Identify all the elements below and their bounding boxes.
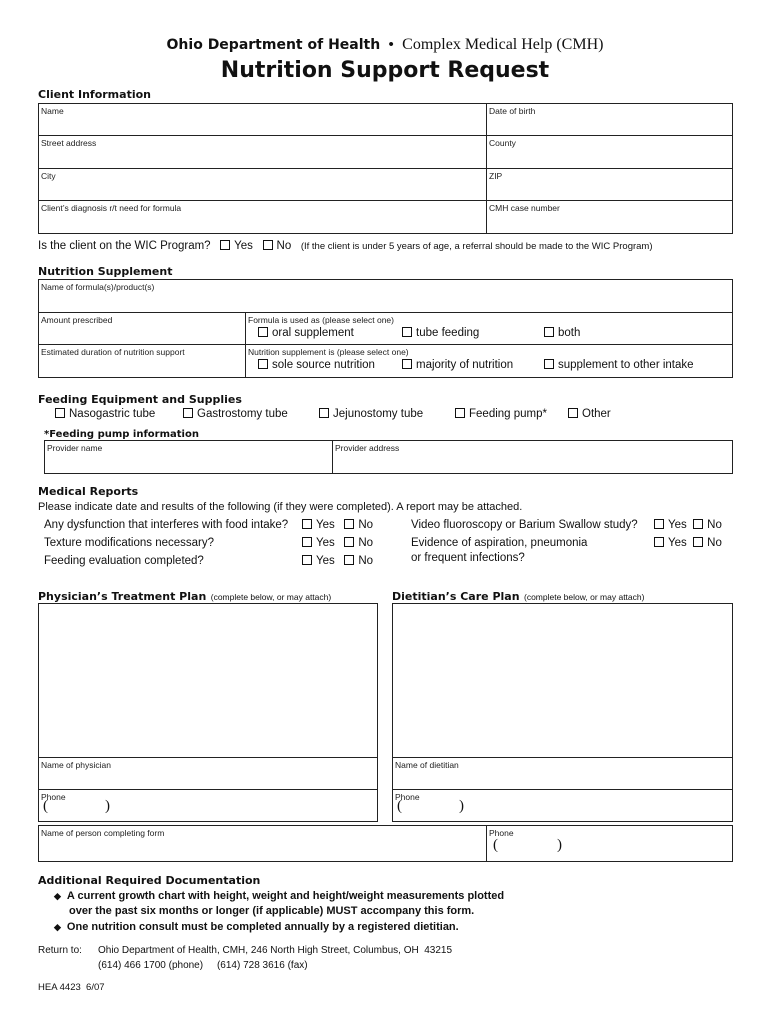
cmh-case-number-field[interactable] [486, 200, 733, 234]
q5-yes-label: Yes [668, 537, 687, 549]
q-dysfunction-answers [302, 519, 373, 531]
dietitian-plan-title: Dietitian’s Care Plan [392, 590, 520, 603]
section-client-information: Client Information [38, 88, 151, 101]
wic-no-label: No [276, 240, 292, 252]
q4-no-checkbox[interactable] [693, 519, 703, 529]
wic-yes-label: Yes [234, 240, 253, 252]
q3-no-checkbox[interactable] [344, 555, 354, 565]
option-feeding-pump[interactable] [455, 408, 547, 420]
paren-open: ( [493, 837, 498, 853]
form-id: HEA 4423 6/07 [38, 982, 105, 993]
paren-open: ( [397, 798, 402, 814]
q2-yes-checkbox[interactable] [302, 537, 312, 547]
requirement-nutrition-consult [54, 921, 459, 933]
paren-close: ) [105, 798, 110, 814]
wic-question: Is the client on the WIC Program? [38, 240, 211, 252]
physician-phone-field[interactable] [38, 789, 378, 822]
wic-yes-checkbox[interactable] [220, 240, 230, 250]
zip-field[interactable] [486, 168, 733, 201]
q4-yes-checkbox[interactable] [654, 519, 664, 529]
q3-yes-label: Yes [316, 555, 335, 567]
amount-prescribed-field[interactable] [38, 312, 246, 345]
completer-name-field[interactable] [38, 825, 487, 862]
dietitian-plan-textarea[interactable] [392, 603, 733, 758]
q5-no-label: No [707, 537, 722, 549]
physician-plan-title: Physician’s Treatment Plan [38, 590, 207, 603]
dietitian-phone-field[interactable] [392, 789, 733, 822]
q-texture: Texture modifications necessary? [44, 537, 215, 549]
q3-yes-checkbox[interactable] [302, 555, 312, 565]
tube-checkbox[interactable] [402, 327, 412, 337]
q4-no-label: No [707, 519, 722, 531]
physician-name-label: Name of physician [41, 760, 111, 770]
q2-no-checkbox[interactable] [344, 537, 354, 547]
county-field[interactable] [486, 135, 733, 169]
q5-no-checkbox[interactable] [693, 537, 703, 547]
section-nutrition-supplement: Nutrition Supplement [38, 265, 173, 278]
diagnosis-field[interactable] [38, 200, 487, 234]
q1-no-checkbox[interactable] [344, 519, 354, 529]
wic-note: (If the client is under 5 years of age, a referral should be made to the WIC Program) [300, 241, 653, 252]
option-tube-feeding[interactable] [402, 327, 479, 339]
provider-address-field[interactable] [332, 440, 733, 474]
physician-name-field[interactable] [38, 757, 378, 790]
option-gastrostomy[interactable] [183, 408, 288, 420]
provider-name-label: Provider name [47, 443, 103, 453]
option-sole-source[interactable] [258, 359, 375, 371]
medical-instructions: Please indicate date and results of the following (if they were completed). A report may be attached. [38, 501, 523, 513]
return-phone-fax: (614) 466 1700 (phone) (614) 728 3616 (fax) [98, 960, 308, 971]
gastrostomy-checkbox[interactable] [183, 408, 193, 418]
other-label: Other [582, 408, 611, 420]
both-checkbox[interactable] [544, 327, 554, 337]
paren-close: ) [459, 798, 464, 814]
jejunostomy-label: Jejunostomy tube [333, 408, 424, 420]
completer-phone-label: Phone [489, 828, 514, 838]
pump-info-heading: *Feeding pump information [44, 429, 199, 440]
dietitian-name-field[interactable] [392, 757, 733, 790]
q-feeding-eval: Feeding evaluation completed? [44, 555, 204, 567]
page-title: Nutrition Support Request [220, 58, 550, 83]
provider-name-field[interactable] [44, 440, 333, 474]
street-label: Street address [41, 138, 97, 148]
formula-name-label: Name of formula(s)/product(s) [41, 282, 155, 292]
form-header [0, 36, 770, 54]
section-feeding-equipment: Feeding Equipment and Supplies [38, 393, 242, 406]
city-label: City [41, 171, 56, 181]
q-aspiration-line1: Evidence of aspiration, pneumonia [411, 537, 588, 549]
majority-checkbox[interactable] [402, 359, 412, 369]
sole-label: sole source nutrition [272, 359, 375, 371]
q1-yes-checkbox[interactable] [302, 519, 312, 529]
dietitian-plan-note: (complete below, or may attach) [523, 592, 645, 602]
section-medical-reports: Medical Reports [38, 485, 139, 498]
option-jejunostomy[interactable] [319, 408, 423, 420]
completer-name-label: Name of person completing form [41, 828, 165, 838]
provider-address-label: Provider address [335, 443, 400, 453]
duration-label: Estimated duration of nutrition support [41, 347, 185, 357]
sole-checkbox[interactable] [258, 359, 268, 369]
nutrition-consult-text: One nutrition consult must be completed annually by a registered dietitian. [66, 921, 459, 933]
physician-plan-textarea[interactable] [38, 603, 378, 758]
growth-chart-line1: A current growth chart with height, weight and height/weight measurements plotted [66, 890, 505, 902]
q1-no-label: No [358, 519, 374, 531]
county-label: County [489, 138, 516, 148]
duration-field[interactable] [38, 344, 246, 378]
program-name: Complex Medical Help (CMH) [402, 36, 604, 53]
return-address: Ohio Department of Health, CMH, 246 North High Street, Columbus, OH 43215 [98, 945, 453, 956]
both-label: both [558, 327, 581, 339]
section-additional-documentation: Additional Required Documentation [38, 874, 261, 887]
street-address-field[interactable] [38, 135, 487, 169]
majority-label: majority of nutrition [416, 359, 514, 371]
dietitian-phone-label: Phone [395, 792, 420, 802]
option-other-intake[interactable] [544, 359, 694, 371]
q-texture-answers [302, 537, 373, 549]
formula-name-field[interactable] [38, 279, 733, 313]
amount-label: Amount prescribed [41, 315, 113, 325]
q3-no-label: No [358, 555, 374, 567]
option-oral-supplement[interactable] [258, 327, 354, 339]
city-field[interactable] [38, 168, 487, 201]
physician-phone-label: Phone [41, 792, 66, 802]
case-number-label: CMH case number [489, 203, 560, 213]
q-fluoroscopy: Video fluoroscopy or Barium Swallow study? [411, 519, 638, 531]
oral-checkbox[interactable] [258, 327, 268, 337]
wic-no-checkbox[interactable] [263, 240, 273, 250]
tube-label: tube feeding [416, 327, 480, 339]
zip-label: ZIP [489, 171, 503, 181]
option-both[interactable] [544, 327, 580, 339]
q2-yes-label: Yes [316, 537, 335, 549]
name-field[interactable] [38, 103, 487, 136]
requirement-growth-chart [54, 890, 504, 902]
q2-no-label: No [358, 537, 374, 549]
supplement-is-label: Nutrition supplement is (please select one) [248, 347, 409, 357]
other-checkbox[interactable] [568, 408, 578, 418]
diagnosis-label: Client’s diagnosis r/t need for formula [41, 203, 182, 213]
jejunostomy-checkbox[interactable] [319, 408, 329, 418]
bullet: • [388, 36, 394, 53]
q4-yes-label: Yes [668, 519, 687, 531]
q-aspiration-answers [654, 537, 722, 549]
nasogastric-label: Nasogastric tube [69, 408, 156, 420]
oral-label: oral supplement [272, 327, 354, 339]
q5-yes-checkbox[interactable] [654, 537, 664, 547]
wic-row [38, 240, 653, 252]
diamond-bullet-icon: ◆ [54, 922, 61, 932]
department-name: Ohio Department of Health [166, 37, 381, 53]
gastrostomy-label: Gastrostomy tube [197, 408, 288, 420]
feeding-pump-checkbox[interactable] [455, 408, 465, 418]
date-of-birth-field[interactable] [486, 103, 733, 136]
option-majority[interactable] [402, 359, 513, 371]
q-fluoroscopy-answers [654, 519, 722, 531]
option-other[interactable] [568, 408, 611, 420]
q-dysfunction: Any dysfunction that interferes with food intake? [44, 519, 289, 531]
paren-close: ) [557, 837, 562, 853]
q-feeding-eval-answers [302, 555, 373, 567]
nasogastric-checkbox[interactable] [55, 408, 65, 418]
option-nasogastric[interactable] [55, 408, 155, 420]
dob-label: Date of birth [489, 106, 536, 116]
physician-plan-note: (complete below, or may attach) [210, 592, 332, 602]
name-label: Name [41, 106, 64, 116]
growth-chart-line2: over the past six months or longer (if applicable) MUST accompany this form. [69, 905, 475, 917]
return-to-label: Return to: [38, 945, 82, 956]
dietitian-name-label: Name of dietitian [395, 760, 459, 770]
completer-phone-field[interactable] [486, 825, 733, 862]
other-intake-checkbox[interactable] [544, 359, 554, 369]
diamond-bullet-icon: ◆ [54, 891, 61, 901]
q-aspiration-line2: or frequent infections? [411, 552, 525, 564]
used-as-label: Formula is used as (please select one) [248, 315, 394, 325]
paren-open: ( [43, 798, 48, 814]
q1-yes-label: Yes [316, 519, 335, 531]
other-intake-label: supplement to other intake [558, 359, 694, 371]
feeding-pump-label: Feeding pump* [469, 408, 547, 420]
